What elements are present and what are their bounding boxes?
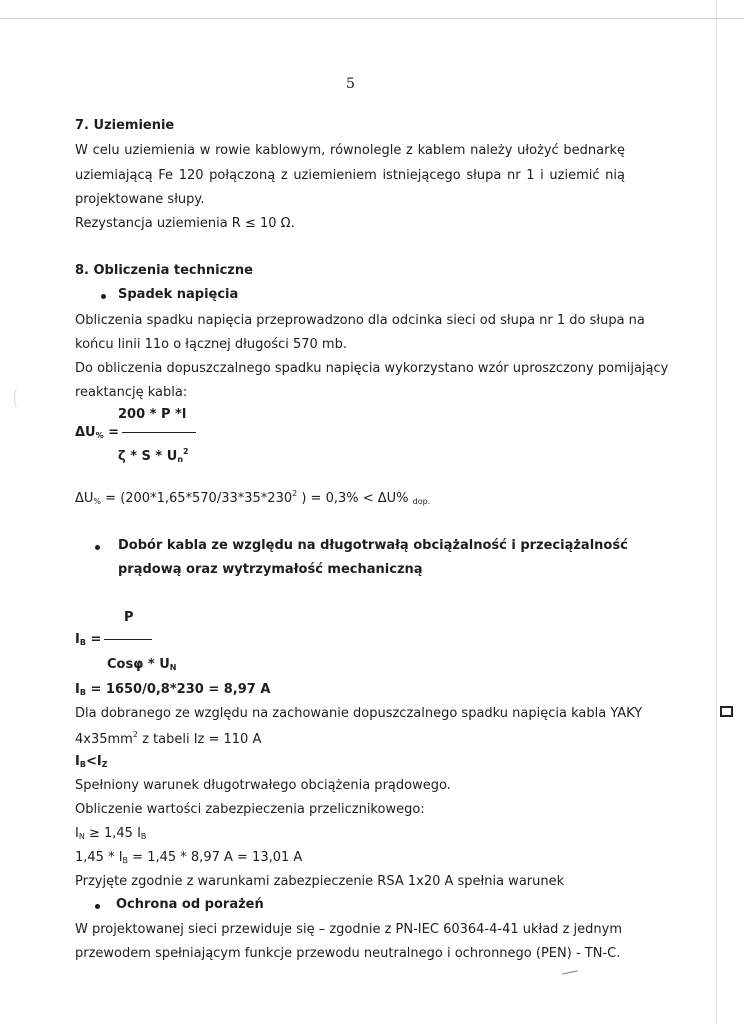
- section-8-heading: 8. Obliczenia techniczne: [75, 263, 253, 278]
- section-7-line-4: Rezystancja uziemienia R ≤ 10 Ω.: [75, 216, 295, 231]
- formula-intro-line-1: Do obliczenia dopuszczalnego spadku napięcia wykorzystano wzór uproszczony pomijający: [75, 361, 669, 376]
- section-7-line-2: uziemiającą Fe 120 połączoną z uziemieniem istniejącego słupa nr 1 i uziemić nią: [75, 168, 625, 183]
- voltage-drop-line-2: końcu linii 11o o łącznej długości 570 mb.: [75, 337, 347, 352]
- section-7-heading: 7. Uziemienie: [75, 118, 175, 133]
- protection-calc: Obliczenie wartości zabezpieczenia przelicznikowego:: [75, 802, 425, 817]
- formula-2-numerator: P: [124, 610, 134, 625]
- formula-1-lhs: $\Delta U_{\%}$ =: [75, 425, 120, 440]
- bullet-dot: [101, 294, 106, 299]
- page-number: 5: [346, 76, 355, 92]
- initials-mark: [562, 970, 578, 977]
- section-7-line-1: W celu uziemienia w rowie kablowym, równolegle z kablem należy ułożyć bednarkę: [75, 143, 625, 158]
- bullet-cable-selection-line-1: Dobór kabla ze względu na długotrwałą obciążalność i przeciążalność: [118, 538, 628, 553]
- formula-intro-line-2: reaktancję kabla:: [75, 385, 188, 400]
- formula-1-fraction-bar: [122, 432, 196, 433]
- shock-protection-line-1: W projektowanej sieci przewiduje się – zgodnie z PN-IEC 60364-4-41 układ z jednym: [75, 922, 622, 937]
- voltage-drop-line-1: Obliczenia spadku napięcia przeprowadzono dla odcinka sieci od słupa nr 1 do słupa na: [75, 313, 645, 328]
- scan-top-rule: [0, 18, 744, 19]
- binder-edge-box: [720, 706, 733, 717]
- formula-2-fraction-bar: [104, 639, 152, 640]
- formula-2-lhs: $I_B$ =: [75, 632, 102, 647]
- shock-protection-line-2: przewodem spełniającym funkcje przewodu neutralnego i ochronnego (PEN) - TN-C.: [75, 946, 621, 961]
- cable-line-1: Dla dobranego ze względu na zachowanie dopuszczalnego spadku napięcia kabla YAKY: [75, 706, 643, 721]
- cable-line-2: $4x35mm^2$ z tabeli Iz = 110 A: [75, 730, 262, 747]
- in-condition: $I_N \ge 1,45$ $I_B$: [75, 826, 147, 841]
- scan-right-rule: [716, 0, 717, 1024]
- formula-1-numerator: 200 * P *l: [118, 407, 187, 422]
- punch-hole-mark: [14, 388, 21, 408]
- formula-2-denominator: Cosφ * $U_N$: [107, 657, 177, 672]
- protection-result: $1,45 * I_B = 1,45 * 8,97$ A = 13,01 A: [75, 850, 303, 865]
- bullet-voltage-drop: Spadek napięcia: [118, 287, 239, 302]
- accepted-protection: Przyjęte zgodnie z warunkami zabezpieczenie RSA 1x20 A spełnia warunek: [75, 874, 565, 889]
- formula-1-denominator: ζ * S * $U_n^2$: [118, 447, 189, 464]
- voltage-drop-result: $\Delta U_{\%} = (200*1,65*570/33*35*230^2$ ) = 0,3% < ΔU% $_{dop.}$: [75, 489, 431, 506]
- bullet-shock-protection: Ochrona od porażeń: [116, 897, 264, 912]
- bullet-dot: [95, 545, 100, 550]
- condition-ok: Spełniony warunek długotrwałego obciążenia prądowego.: [75, 778, 451, 793]
- bullet-cable-selection-line-2: prądową oraz wytrzymałość mechaniczną: [118, 562, 423, 577]
- ib-iz-condition: $I_B<I_Z$: [75, 754, 108, 769]
- bullet-dot: [95, 904, 100, 909]
- section-7-line-3: projektowane słupy.: [75, 192, 205, 207]
- ib-calculation: $I_B = 1650/0,8*230 = 8,97$ A: [75, 682, 271, 697]
